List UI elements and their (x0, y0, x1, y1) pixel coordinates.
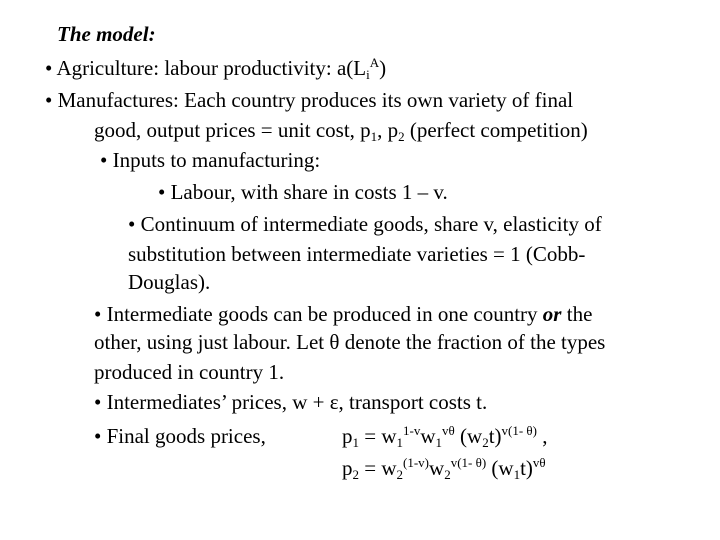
p2-eq-w-sup: (1-v) (403, 455, 430, 470)
p1-eq-w-sup: 1-v (403, 423, 421, 438)
p2-eq-p: p (342, 456, 353, 480)
manufactures-line2-post: (perfect competition) (404, 118, 588, 142)
p2-eq-w2: w (429, 456, 445, 480)
p1-eq-t: t) (488, 424, 502, 448)
p2-eq-w-sub: 2 (396, 467, 404, 482)
intermediate-bullet-line1 (94, 302, 592, 326)
agriculture-close: ) (379, 56, 387, 80)
p1-eq-t-sup: v(1- θ) (501, 423, 537, 438)
agriculture-sup: A (369, 55, 380, 70)
p1-eq-p-sub: 1 (352, 435, 359, 450)
intermediate-post: the (561, 302, 593, 326)
intermediate-bullet-line2: other, using just labour. Let θ denote the fraction of the types (94, 330, 606, 354)
p2-eq-w2-sub: 2 (444, 467, 451, 482)
p2-eq-t-sup: vθ (532, 455, 546, 470)
labour-bullet: • Labour, with share in costs 1 – v. (158, 180, 448, 204)
p2-sub: 2 (398, 129, 405, 144)
agriculture-text: • Agriculture: labour productivity: a(L (45, 56, 367, 80)
p2-eq-w: = w (359, 456, 397, 480)
intermediate-pre: • Intermediate goods can be produced in one country (94, 302, 543, 326)
continuum-bullet-line1: • Continuum of intermediate goods, share v, elasticity of (128, 212, 602, 236)
p1-sub: 1 (370, 129, 378, 144)
continuum-bullet-line3: Douglas). (128, 270, 211, 294)
agriculture-sub: i (366, 67, 370, 82)
manufactures-bullet-line1: • Manufactures: Each country produces its own variety of final (45, 88, 574, 112)
agriculture-bullet (45, 56, 386, 80)
p1-equation (342, 424, 547, 448)
manufactures-bullet-line2 (94, 118, 588, 142)
continuum-bullet-line2: substitution between intermediate varieties = 1 (Cobb- (128, 242, 586, 266)
p2-eq-paren: (w (486, 456, 514, 480)
intermediate-or: or (542, 302, 562, 326)
p2-eq-paren-sub: 1 (513, 467, 521, 482)
manufactures-line2-text: good, output prices = unit cost, p (94, 118, 371, 142)
p2-equation (342, 456, 546, 480)
final-goods-label: • Final goods prices, (94, 424, 266, 448)
p2-eq-w2-sup: v(1- θ) (450, 455, 487, 470)
intermediate-bullet-line3: produced in country 1. (94, 360, 285, 384)
p1-eq-w-sub: 1 (396, 435, 404, 450)
p1-eq-w2-sup: vθ (442, 423, 455, 438)
p1-eq-w: = w (359, 424, 397, 448)
p2-eq-p-sub: 2 (352, 467, 359, 482)
p1-eq-paren-sub: 2 (482, 435, 489, 450)
p1-eq-p: p (342, 424, 353, 448)
prices-bullet: • Intermediates’ prices, w + ε, transport costs t. (94, 390, 488, 414)
p1-eq-w2-sub: 1 (435, 435, 443, 450)
p2-eq-t: t) (520, 456, 533, 480)
p1-eq-paren: (w (454, 424, 483, 448)
inputs-heading: • Inputs to manufacturing: (100, 148, 321, 172)
p1-eq-comma: , (536, 424, 548, 448)
slide-title: The model: (57, 22, 156, 46)
p1-eq-w2: w (420, 424, 436, 448)
manufactures-sep: , p (377, 118, 399, 142)
